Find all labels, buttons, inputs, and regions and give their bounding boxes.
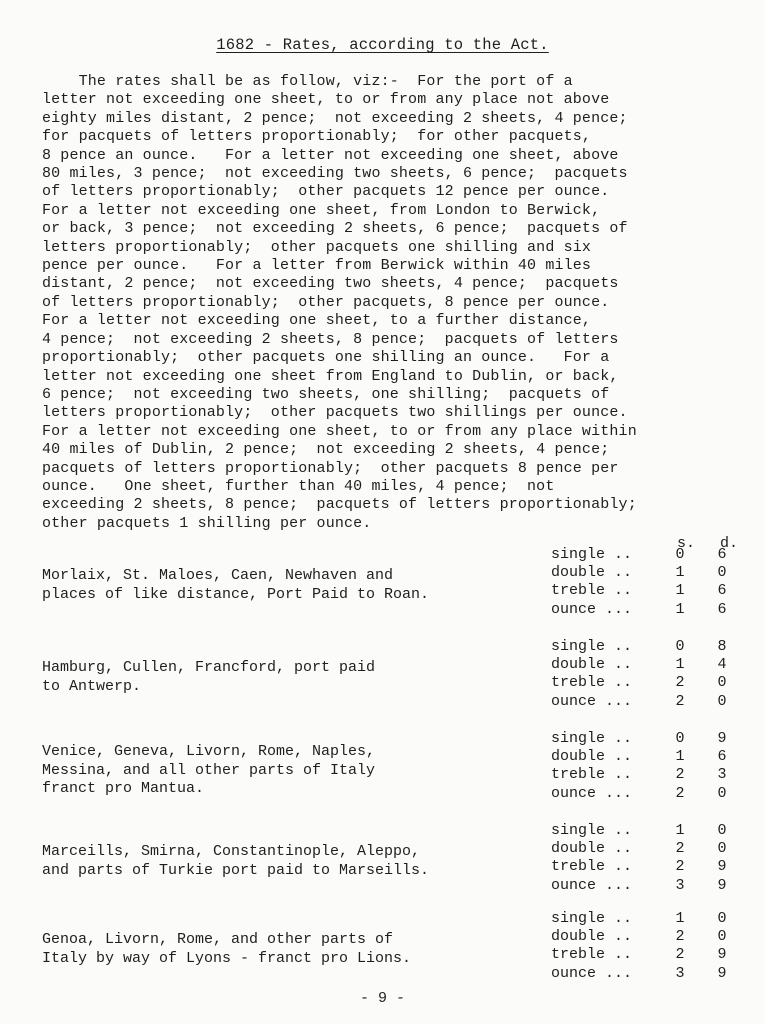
rate-row: [551, 965, 751, 983]
rate-row: [551, 601, 751, 619]
rate-row: [551, 730, 751, 748]
paragraph-line: letters proportionably; other pacquets two shillings per ounce.: [42, 404, 628, 422]
paragraph-line: exceeding 2 sheets, 8 pence; pacquets of letters proportionably;: [42, 496, 637, 514]
paragraph-line: 4 pence; not exceeding 2 sheets, 8 pence; pacquets of letters: [42, 330, 619, 348]
destination-line: Italy by way of Lyons - franct pro Lions.: [42, 949, 412, 967]
rate-row: [551, 946, 751, 964]
destination: [42, 931, 411, 968]
rate-pence: 9: [717, 946, 727, 964]
paragraph-line: distant, 2 pence; not exceeding two sheets, 4 pence; pacquets: [42, 275, 619, 293]
paragraph-line: 80 miles, 3 pence; not exceeding two sheets, 6 pence; pacquets: [42, 165, 628, 183]
paragraph-line: other pacquets 1 shilling per ounce.: [42, 514, 372, 532]
rate-shillings: 2: [675, 840, 685, 858]
paragraph-line: 8 pence an ounce. For a letter not exceeding one sheet, above: [42, 146, 619, 164]
rate-label: double ..: [551, 748, 633, 766]
rate-pence: 4: [717, 656, 727, 674]
rate-label: treble ..: [551, 674, 633, 692]
paragraph-line: for pacquets of letters proportionably; for other pacquets,: [42, 128, 592, 146]
destination-line: Morlaix, St. Maloes, Caen, Newhaven and: [42, 567, 394, 585]
rate-row: [551, 910, 751, 928]
paragraph-line: of letters proportionably; other pacquets 12 pence per ounce.: [42, 183, 610, 201]
rate-row: [551, 546, 751, 564]
paragraph-line: For a letter not exceeding one sheet, to or from any place within: [42, 422, 637, 440]
rate-shillings: 1: [675, 564, 685, 582]
rate-pence: 9: [717, 876, 727, 894]
rate-pence: 0: [717, 674, 727, 692]
destination: [42, 743, 375, 798]
rate-shillings: 2: [675, 692, 685, 710]
rate-label: double ..: [551, 656, 633, 674]
rate-row: [551, 858, 751, 876]
rate-shillings: 0: [675, 638, 685, 655]
rate-row: [551, 785, 751, 803]
rate-shillings: 1: [675, 822, 685, 839]
rate-row: [551, 928, 751, 946]
rates-paragraph: [42, 73, 762, 533]
page-title-text: 1682 - Rates, according to the Act.: [216, 36, 549, 54]
page-number: - 9 -: [359, 990, 405, 1007]
paragraph-line: pence per ounce. For a letter from Berwick within 40 miles: [42, 257, 592, 275]
rate-shillings: 0: [675, 546, 685, 563]
rate-pence: 0: [717, 910, 727, 927]
paragraph-line: of letters proportionably; other pacquets, 8 pence per ounce.: [42, 293, 610, 311]
rate-row: [551, 822, 751, 840]
rate-label: treble ..: [551, 858, 633, 876]
paragraph-line: letters proportionably; other pacquets one shilling and six: [42, 238, 592, 256]
destination-line: to Antwerp.: [42, 677, 142, 695]
rate-label: ounce ...: [551, 876, 633, 894]
rate-row: [551, 582, 751, 600]
paragraph-line: eighty miles distant, 2 pence; not exceeding 2 sheets, 4 pence;: [42, 109, 628, 127]
rate-row: [551, 638, 751, 656]
destination: [42, 659, 375, 696]
rate-pence: 9: [717, 730, 727, 747]
rate-shillings: 2: [675, 946, 685, 964]
rate-row: [551, 656, 751, 674]
shillings-column-header: s.: [677, 535, 696, 552]
rate-pence: 6: [717, 582, 727, 600]
destination-line: and parts of Turkie port paid to Marseills.: [42, 861, 430, 879]
pence-column-header: d.: [720, 535, 739, 552]
rate-label: double ..: [551, 564, 633, 582]
paragraph-line: or back, 3 pence; not exceeding 2 sheets, 6 pence; pacquets of: [42, 220, 628, 238]
rate-label: double ..: [551, 928, 633, 946]
destination-line: places of like distance, Port Paid to Roan.: [42, 585, 430, 603]
paragraph-line: proportionably; other pacquets one shilling an ounce. For a: [42, 349, 610, 367]
rate-label: single ..: [551, 822, 633, 839]
rate-pence: 0: [717, 822, 727, 839]
rate-pence: 3: [717, 766, 727, 784]
rate-label: ounce ...: [551, 964, 633, 982]
page-title: [0, 36, 765, 54]
paragraph-line: 40 miles of Dublin, 2 pence; not exceeding 2 sheets, 4 pence;: [42, 441, 610, 459]
rate-label: ounce ...: [551, 692, 633, 710]
paragraph-line: For a letter not exceeding one sheet, from London to Berwick,: [42, 201, 601, 219]
rate-row: [551, 748, 751, 766]
rate-label: single ..: [551, 730, 633, 747]
rate-label: treble ..: [551, 766, 633, 784]
destination-line: Venice, Geneva, Livorn, Rome, Naples,: [42, 743, 376, 761]
rate-shillings: 1: [675, 582, 685, 600]
rate-label: single ..: [551, 638, 633, 655]
rate-pence: 9: [717, 858, 727, 876]
rate-row: [551, 877, 751, 895]
destination-line: Messina, and all other parts of Italy: [42, 761, 376, 779]
rate-label: single ..: [551, 546, 633, 563]
rate-pence: 0: [717, 692, 727, 710]
rate-pence: 8: [717, 638, 727, 655]
rate-shillings: 3: [675, 964, 685, 982]
paragraph-line: pacquets of letters proportionably; other pacquets 8 pence per: [42, 459, 619, 477]
rate-row: [551, 674, 751, 692]
destination-line: franct pro Mantua.: [42, 779, 205, 797]
rate-pence: 6: [717, 546, 727, 563]
paragraph-line: ounce. One sheet, further than 40 miles, 4 pence; not: [42, 477, 555, 495]
rate-row: [551, 840, 751, 858]
rate-shillings: 1: [675, 600, 685, 618]
paragraph-line: letter not exceeding one sheet from England to Dublin, or back,: [42, 367, 619, 385]
rate-row: [551, 693, 751, 711]
rate-row: [551, 564, 751, 582]
destination-line: Hamburg, Cullen, Francford, port paid: [42, 659, 376, 677]
rate-shillings: 2: [675, 858, 685, 876]
rate-shillings: 1: [675, 748, 685, 766]
rate-row: [551, 766, 751, 784]
destination: [42, 567, 429, 604]
rate-pence: 6: [717, 600, 727, 618]
rate-pence: 6: [717, 748, 727, 766]
rate-shillings: 1: [675, 656, 685, 674]
destination: [42, 843, 429, 880]
paragraph-line: The rates shall be as follow, viz:- For the port of a: [42, 73, 573, 90]
rate-label: ounce ...: [551, 600, 633, 618]
rate-shillings: 0: [675, 730, 685, 747]
rate-label: single ..: [551, 910, 633, 927]
rate-shillings: 1: [675, 910, 685, 927]
destination-line: Marceills, Smirna, Constantinople, Aleppo,: [42, 843, 421, 861]
rate-pence: 0: [717, 840, 727, 858]
paragraph-line: 6 pence; not exceeding two sheets, one shilling; pacquets of: [42, 385, 610, 403]
rate-label: treble ..: [551, 946, 633, 964]
rate-shillings: 3: [675, 876, 685, 894]
rate-shillings: 2: [675, 928, 685, 946]
rate-pence: 0: [717, 784, 727, 802]
paragraph-line: For a letter not exceeding one sheet, to a further distance,: [42, 312, 592, 330]
rate-shillings: 2: [675, 784, 685, 802]
rate-pence: 9: [717, 964, 727, 982]
rate-pence: 0: [717, 928, 727, 946]
paragraph-line: letter not exceeding one sheet, to or from any place not above: [42, 91, 610, 109]
rate-shillings: 2: [675, 766, 685, 784]
destination-line: Genoa, Livorn, Rome, and other parts of: [42, 931, 394, 949]
rate-label: treble ..: [551, 582, 633, 600]
rate-shillings: 2: [675, 674, 685, 692]
rate-label: double ..: [551, 840, 633, 858]
rate-pence: 0: [717, 564, 727, 582]
rate-label: ounce ...: [551, 784, 633, 802]
